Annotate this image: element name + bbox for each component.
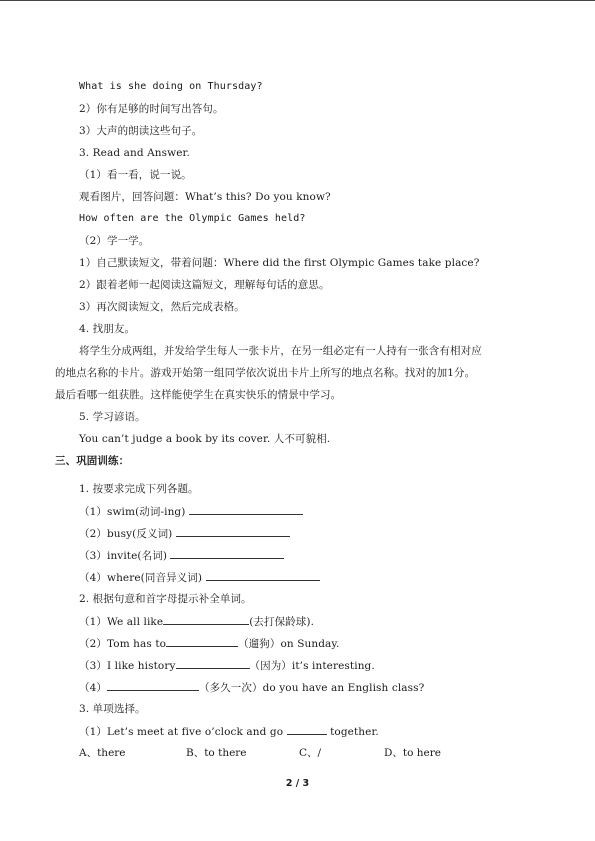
paragraph-line: 最后看哪一组获胜。这样能使学生在真实快乐的情景中学习。 [55,389,342,401]
exercise-hint: （遛狗）on Sunday. [238,638,340,650]
exercise-hint: （因为）it’s interesting. [249,660,375,672]
option-d[interactable]: D、to here [384,747,442,759]
text-line: 2）跟着老师一起阅读这篇短文，理解每句话的意思。 [79,279,330,291]
answer-blank[interactable] [170,548,284,559]
text-line: 5. 学习谚语。 [79,411,146,423]
answer-blank[interactable] [189,504,303,515]
exercise-item [79,724,379,739]
text-line: 3）再次阅读短文，然后完成表格。 [79,301,245,313]
exercise-label: （1）Let’s meet at five o’clock and go [79,726,284,738]
exercise-item [79,680,424,695]
exercise-hint: （多久一次）do you have an English class? [198,682,425,694]
text-line: 2）你有足够的时间写出答句。 [79,103,224,115]
answer-blank[interactable] [176,658,250,669]
exercise-hint: together. [330,726,379,738]
exercise-label: （4）where(同音异义词) [79,572,203,584]
question-heading: 3. 单项选择。 [79,703,146,715]
exercise-item [79,658,375,673]
exercise-hint: (去打保龄球). [249,616,315,628]
exercise-label: （1）We all like [79,616,164,628]
option-b[interactable]: B、to there [186,747,247,759]
exercise-label: （3）invite(名词) [79,550,168,562]
exercise-item [79,504,303,519]
exercise-item [79,636,339,651]
page-top-border [0,0,595,1]
exercise-label: （2）Tom has to [79,638,167,650]
text-line: 1）自己默读短文，带着问题：Where did the first Olympic Games take place? [79,257,480,269]
text-line: （1）看一看，说一说。 [79,169,192,181]
text-line: 3. Read and Answer. [79,147,190,159]
proverb-line: You can’t judge a book by its cover. 人不可貌相. [79,433,331,445]
option-a[interactable]: A、there [79,747,126,759]
paragraph-line: 将学生分成两组，并发给学生每人一张卡片，在另一组必定有一人持有一张含有相对应 [79,345,482,357]
question-heading: 1. 按要求完成下列各题。 [79,483,199,495]
text-line: What is she doing on Thursday? [79,81,263,92]
exercise-label: （4） [79,682,107,694]
answer-blank[interactable] [107,680,199,691]
exercise-item [79,526,290,541]
exercise-label: （1）swim(动词-ing) [79,506,186,518]
exercise-label: （3）I like history [79,660,176,672]
text-line: （2）学一学。 [79,235,150,247]
text-line: How often are the Olympic Games held? [79,213,306,224]
answer-blank[interactable] [287,724,327,735]
section-heading: 三、巩固训练： [55,455,130,467]
text-line: 观看图片，回答问题：What’s this? Do you know? [79,191,331,203]
option-c[interactable]: C、/ [299,747,322,759]
paragraph-line: 的地点名称的卡片。游戏开始第一组同学依次说出卡片上所写的地点名称。找对的加1分。 [55,367,476,379]
exercise-item [79,614,314,629]
answer-blank[interactable] [176,526,290,537]
exercise-item [79,570,320,585]
text-line: 3）大声的朗读这些句子。 [79,125,203,137]
question-heading: 2. 根据句意和首字母提示补全单词。 [79,593,252,605]
answer-blank[interactable] [206,570,320,581]
exercise-item [79,548,284,563]
text-line: 4. 找朋友。 [79,323,136,335]
page-number: 2 / 3 [285,778,310,789]
exercise-label: （2）busy(反义词) [79,528,173,540]
answer-blank[interactable] [166,636,238,647]
answer-blank[interactable] [163,614,249,625]
